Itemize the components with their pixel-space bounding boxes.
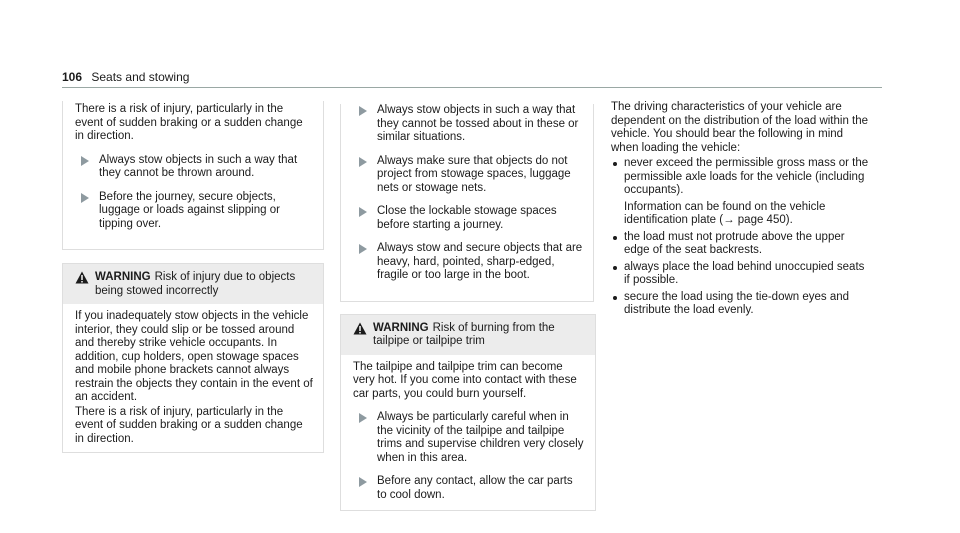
list-item: never exceed the permissible gross mass or the permissible axle loads for the vehicle (including occupants). Information can be found on the vehicle identification plate (→ page 450). [611,157,873,228]
intro-text: The driving characteristics of your vehicle are dependent on the distribution of the load within the vehicle. You should bear the following in mind when loading the vehicle: [611,101,869,154]
warning-box [340,314,596,512]
column-1 [62,101,322,453]
triangle-arrow-icon [359,244,367,254]
step-list [353,104,583,283]
list-item: always place the load behind unoccupied seats if possible. [611,261,873,288]
warning-header [341,315,595,355]
step-item: Always stow objects in such a way that they cannot be tossed about in these or similar situations. [353,104,583,145]
triangle-arrow-icon [359,413,367,423]
step-item: Before the journey, secure objects, luggage or loads against slipping or tipping over. [75,191,313,232]
step-list [75,154,313,232]
step-item: Always stow and secure objects that are heavy, hard, pointed, sharp-edged, fragile or too large in the boot. [353,242,583,283]
triangle-arrow-icon [359,106,367,116]
triangle-arrow-icon [359,157,367,167]
warning-paragraph: There is a risk of injury, particularly in the event of sudden braking or a sudden change in direction. [75,405,303,445]
triangle-arrow-icon [81,156,89,166]
step-item: Always make sure that objects do not project from stowage spaces, luggage nets or stowage nets. [353,155,583,196]
warning-body [63,304,323,452]
triangle-arrow-icon [359,477,367,487]
warning-title: Risk of burning from the tailpipe or tailpipe trim [373,321,555,347]
bullet-list [611,157,873,318]
page-number: 106 [62,70,83,84]
step-item: Before any contact, allow the car parts to cool down. [353,475,585,502]
warning-title: Risk of injury due to objects being stowed incorrectly [95,271,296,297]
bullet-icon [613,162,617,166]
warning-header [63,264,323,304]
warning-paragraph: The tailpipe and tailpipe trim can become very hot. If you come into contact with these car parts, you could burn yourself. [353,360,577,400]
warning-triangle-icon [353,322,367,335]
triangle-arrow-icon [359,207,367,217]
list-item-note: Information can be found on the vehicle identification plate (→ page 450). [624,200,826,226]
section-title: Seats and stowing [91,70,190,84]
list-item: secure the load using the tie-down eyes and distribute the load evenly. [611,291,873,318]
column-3 [611,101,873,321]
intro-text: There is a risk of injury, particularly in the event of sudden braking or a sudden change in direction. [75,103,303,142]
list-item: the load must not protrude above the upper edge of the seat backrests. [611,231,873,258]
step-item: Always stow objects in such a way that they cannot be thrown around. [75,154,313,181]
triangle-arrow-icon [81,193,89,203]
instruction-box [340,104,594,302]
page-header [62,70,189,84]
step-list [353,411,585,502]
warning-triangle-icon [75,271,89,284]
warning-label: WARNING [95,271,151,283]
header-rule [62,87,882,88]
bullet-icon [613,236,617,240]
instruction-box [62,101,324,250]
warning-label: WARNING [373,321,429,334]
bullet-icon [613,296,617,300]
step-item: Close the lockable stowage spaces before starting a journey. [353,205,583,232]
column-2 [340,101,594,511]
bullet-icon [613,266,617,270]
step-item: Always be particularly careful when in the vicinity of the tailpipe and tailpipe trims and supervise children very closely when in this area. [353,411,585,465]
warning-paragraph: If you inadequately stow objects in the vehicle interior, they could slip or be tossed around and thereby strike vehicle occupants. In addition, cup holders, open stowage spaces and mobile phone brackets cannot always restrain the objects they contain in the event of an accident. [75,310,313,403]
warning-body [341,355,595,511]
warning-box [62,263,324,453]
